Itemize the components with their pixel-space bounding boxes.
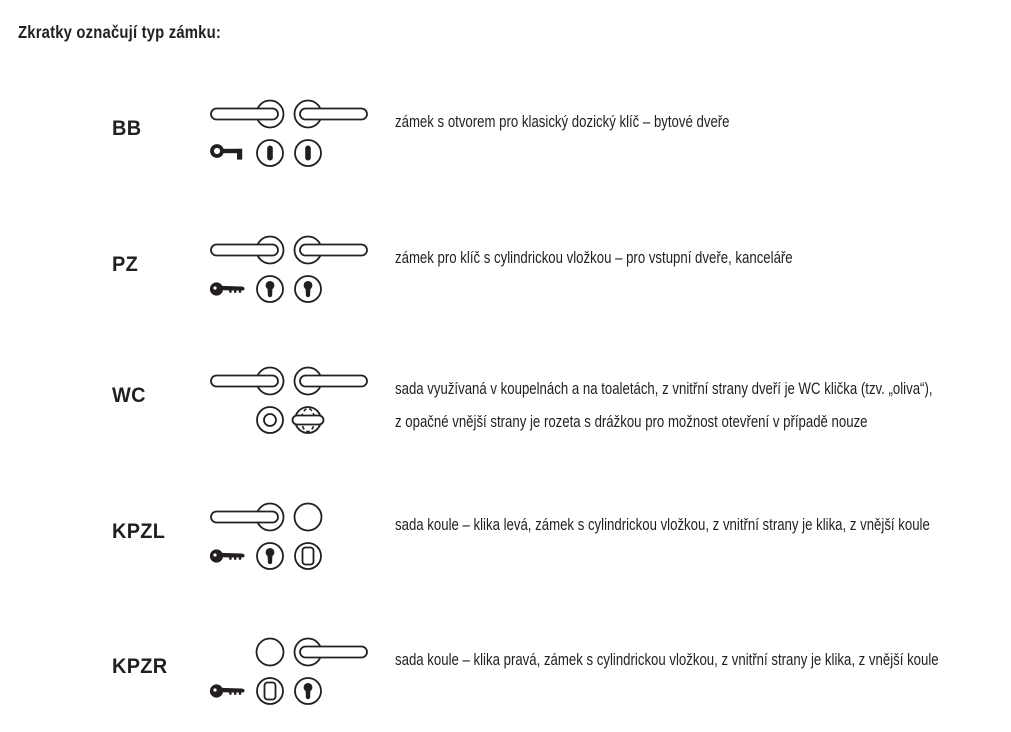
- cylinder-keyhole-rosette-icon: [295, 678, 321, 704]
- blind-rosette-icon: [257, 678, 283, 704]
- page-title: Zkratky označují typ zámku:: [18, 22, 221, 42]
- cylinder-keyhole-rosette-icon: [257, 276, 283, 302]
- cylinder-keyhole-rosette-icon: [295, 276, 321, 302]
- lock-type-description: [395, 373, 933, 439]
- knob-icon: [295, 504, 322, 531]
- lock-type-code: WC: [112, 384, 146, 407]
- lock-type-code: KPZR: [112, 655, 168, 678]
- lock-hardware-illustration: [203, 365, 373, 437]
- cylinder-key-icon: [210, 684, 245, 697]
- lock-type-description: [395, 644, 939, 677]
- lock-type-row: [0, 98, 1011, 170]
- lever-handle-right-icon: [295, 368, 368, 395]
- lock-type-description: [395, 509, 930, 542]
- lever-handle-right-icon: [295, 237, 368, 264]
- cylinder-key-icon: [210, 282, 245, 295]
- description-line: sada koule – klika levá, zámek s cylindrickou vložkou, z vnitřní strany je klika, z vnější koule: [395, 516, 930, 534]
- lock-type-code: PZ: [112, 253, 139, 276]
- description-line: sada využívaná v koupelnách a na toaletách, z vnitřní strany dveří je WC klička (tzv. „oliva“),: [395, 380, 933, 398]
- lever-handle-right-icon: [295, 639, 368, 666]
- lever-handle-left-icon: [211, 368, 284, 395]
- groove-rosette-icon: [257, 407, 283, 433]
- lock-hardware-illustration: [203, 636, 373, 708]
- description-line: zámek s otvorem pro klasický dozický klíč – bytové dveře: [395, 113, 730, 131]
- wc-oliva-rosette-icon: [293, 407, 324, 433]
- lock-type-description: [395, 106, 730, 139]
- lever-handle-left-icon: [211, 237, 284, 264]
- bit-key-icon: [212, 146, 242, 160]
- knob-icon: [257, 639, 284, 666]
- blind-rosette-icon: [295, 543, 321, 569]
- lever-handle-left-icon: [211, 101, 284, 128]
- lock-type-row: [0, 501, 1011, 573]
- classic-keyhole-rosette-icon: [257, 140, 283, 166]
- lock-type-description: [395, 242, 793, 275]
- lever-handle-left-icon: [211, 504, 284, 531]
- lock-hardware-illustration: [203, 234, 373, 306]
- description-line: z opačné vnější strany je rozeta s drážkou pro možnost otevření v případě nouze: [395, 413, 868, 431]
- lock-type-row: [0, 365, 1011, 437]
- lock-type-row: [0, 234, 1011, 306]
- lock-hardware-illustration: [203, 98, 373, 170]
- lock-type-code: KPZL: [112, 520, 166, 543]
- description-line: sada koule – klika pravá, zámek s cylindrickou vložkou, z vnitřní strany je klika, z vnější koule: [395, 651, 939, 669]
- cylinder-key-icon: [210, 549, 245, 562]
- description-line: zámek pro klíč s cylindrickou vložkou – pro vstupní dveře, kanceláře: [395, 249, 793, 267]
- lock-type-row: [0, 636, 1011, 708]
- lock-type-code: BB: [112, 117, 142, 140]
- lock-hardware-illustration: [203, 501, 373, 573]
- lever-handle-right-icon: [295, 101, 368, 128]
- classic-keyhole-rosette-icon: [295, 140, 321, 166]
- cylinder-keyhole-rosette-icon: [257, 543, 283, 569]
